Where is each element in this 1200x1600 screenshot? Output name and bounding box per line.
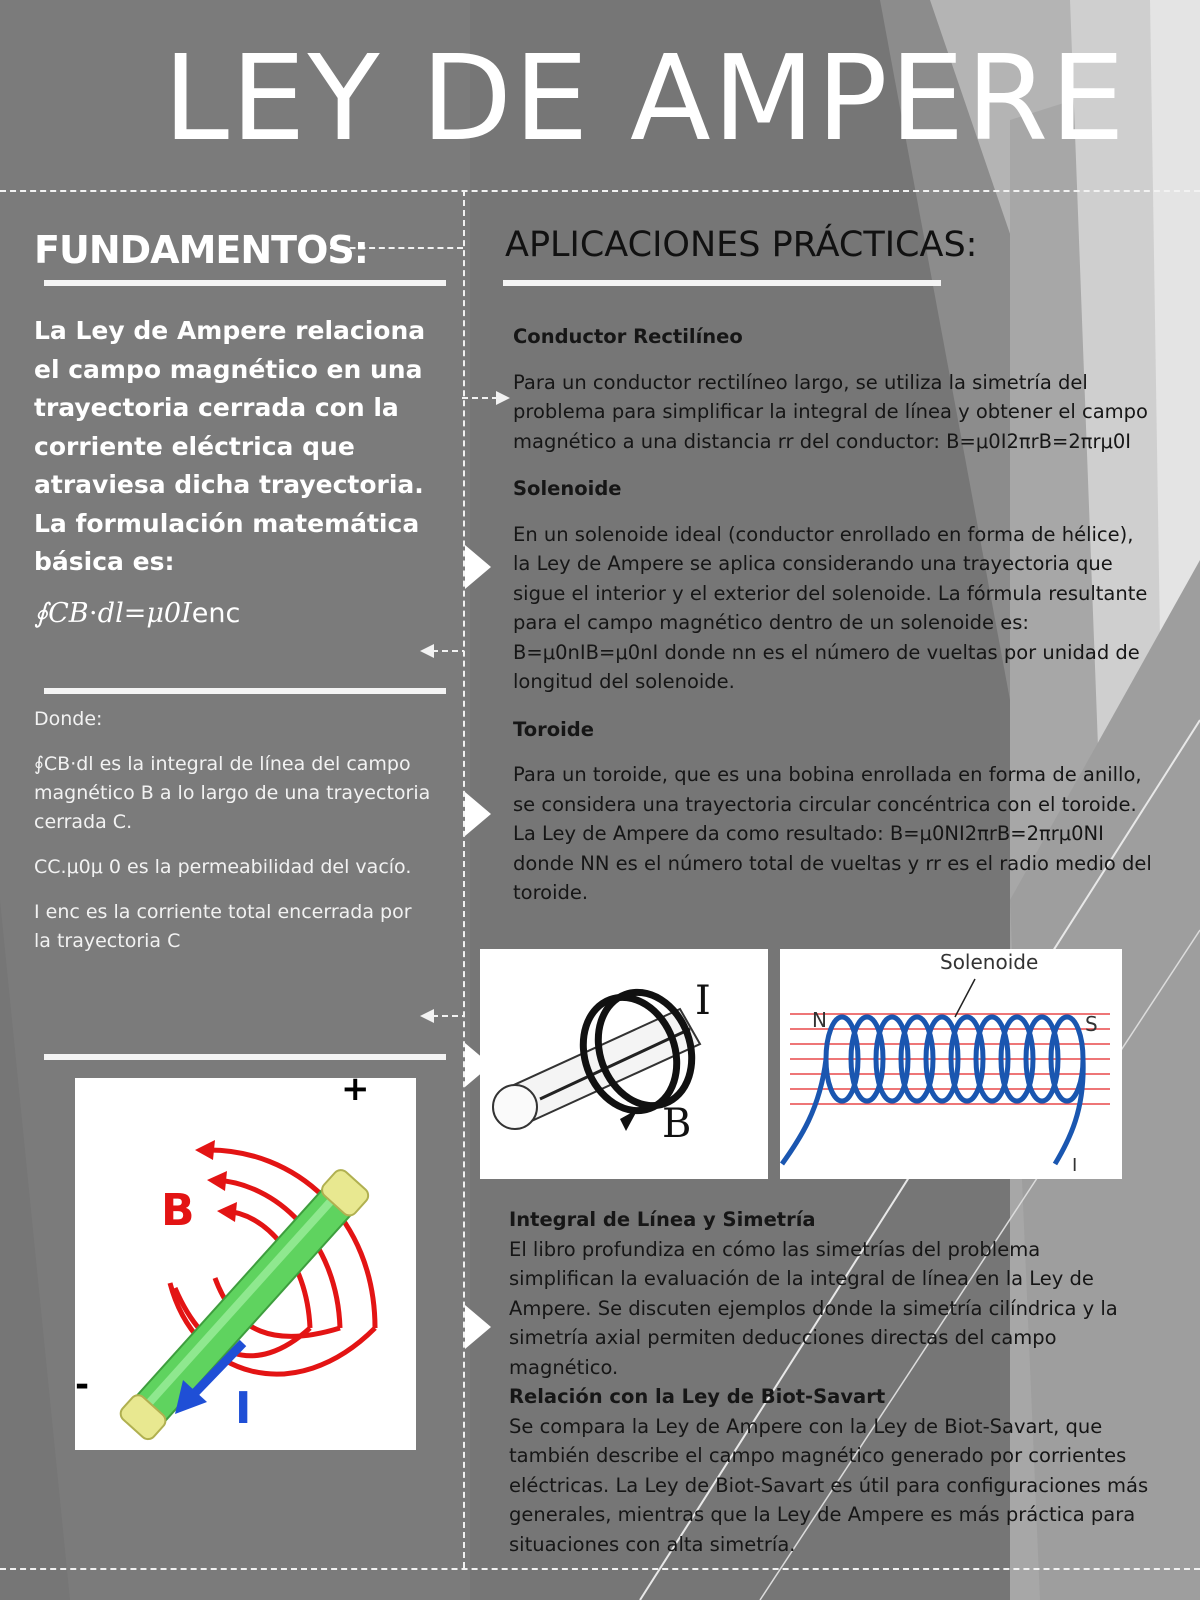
fundamentos-heading: FUNDAMENTOS: [34,228,368,272]
solenoid-illustration [780,949,1122,1179]
section-integral-text: El libro profundiza en cómo las simetrías del problema simplifican la evaluación de la integral de línea en la Ley de Ampere. Se discuten ejemplos donde la simetría cilíndrica y la simetría axial permiten deducciones directas del campo magnético. [509,1237,1118,1379]
definition-enclosed-current: I enc es la corriente total encerrada por la trayectoria C [34,901,412,952]
section-solenoide-title: Solenoide [513,477,622,500]
section-conductor-title: Conductor Rectilíneo [513,325,743,348]
dashed-arrow-left-icon-2 [420,1006,466,1026]
ampere-formula-subscript: enc [191,598,241,629]
definition-permeability: CC.μ0μ 0 es la permeabilidad del vacío. [34,856,412,878]
left-heading-underline [44,280,446,286]
rod-b-label: B [161,1185,195,1236]
top-dashed-line [0,190,1200,192]
page-title: LEY DE AMPERE [163,29,1127,167]
rod-illustration [75,1078,416,1450]
wire-b-label: B [662,1101,692,1147]
solenoid-figure [780,949,1122,1179]
wire-i-label: I [695,978,711,1024]
aplicaciones-heading: APLICACIONES PRÁCTICAS: [505,225,978,265]
solenoid-label: Solenoide [940,950,1039,974]
rod-minus-label: - [75,1365,90,1405]
section-toroide-title: Toroide [513,717,594,741]
definitions [34,705,434,972]
triangle-marker-2-icon [465,792,491,836]
triangle-marker-4-icon [465,1305,491,1349]
section-solenoide-text: En un solenoide ideal (conductor enrollado en forma de hélice), la Ley de Ampere se aplica considerando una trayectoria que sigue el interior y el exterior del solenoide. La fórmula resultante para el campo magnético dentro de un solenoide es: B=μ0nIB=μ0nI donde nn es el número de vueltas por unidad de longitud del solenoide. [513,522,1148,693]
right-heading-underline [503,280,941,286]
ampere-formula-math: ∮CB⋅dl=μ0I [34,598,192,629]
dashed-arrow-left-icon [420,641,466,661]
left-divider-1 [44,688,446,694]
dashed-arrow-right-icon [462,388,512,408]
bottom-dashed-line [0,1568,1200,1570]
solenoid-i-label: I [1072,1155,1078,1176]
wire-field-figure [480,949,768,1179]
where-label: Donde: [34,708,103,730]
intro-text: La Ley de Ampere relaciona el campo magnético en una trayectoria cerrada con la corriente eléctrica que atraviesa dicha trayectoria. La formulación matemática básica es: [34,316,426,576]
solenoid-s-label: S [1085,1012,1098,1036]
rod-magnetic-field-figure [75,1078,416,1450]
section-biot-title: Relación con la Ley de Biot-Savart [509,1385,886,1408]
definition-line-integral: ∮CB⋅dl es la integral de línea del campo magnético B a lo largo de una trayectoria cerrada C. [34,753,431,833]
rod-plus-label: + [341,1078,370,1109]
left-divider-2 [44,1054,446,1060]
solenoid-n-label: N [812,1008,827,1032]
section-biot-text: Se compara la Ley de Ampere con la Ley de Biot-Savart, que también describe el campo magnético generado por corrientes eléctricas. La Ley de Biot-Savart es útil para configuraciones más generales, mientras que la Ley de Ampere es más práctica para situaciones con alta simetría. [509,1414,1149,1556]
section-toroide-text: Para un toroide, que es una bobina enrollada en forma de anillo, se considera una trayectoria circular concéntrica con el toroide. La Ley de Ampere da como resultado: B=μ0NI2πrB=2πrμ0NI donde NN es el número total de vueltas y rr es el radio medio del toroide. [513,763,1152,904]
lower-text [509,1205,1149,1559]
rod-i-label: I [235,1383,252,1434]
triangle-marker-1-icon [465,545,491,589]
section-integral-title: Integral de Línea y Simetría [509,1208,816,1231]
section-conductor-text: Para un conductor rectilíneo largo, se utiliza la simetría del problema para simplificar la integral de línea y obtener el campo magnético a una distancia rr del conductor: B=μ0I2πrB=2πrμ0I [513,370,1148,453]
ampere-formula [34,598,240,629]
wire-illustration [480,949,768,1179]
applications-text [513,322,1153,926]
